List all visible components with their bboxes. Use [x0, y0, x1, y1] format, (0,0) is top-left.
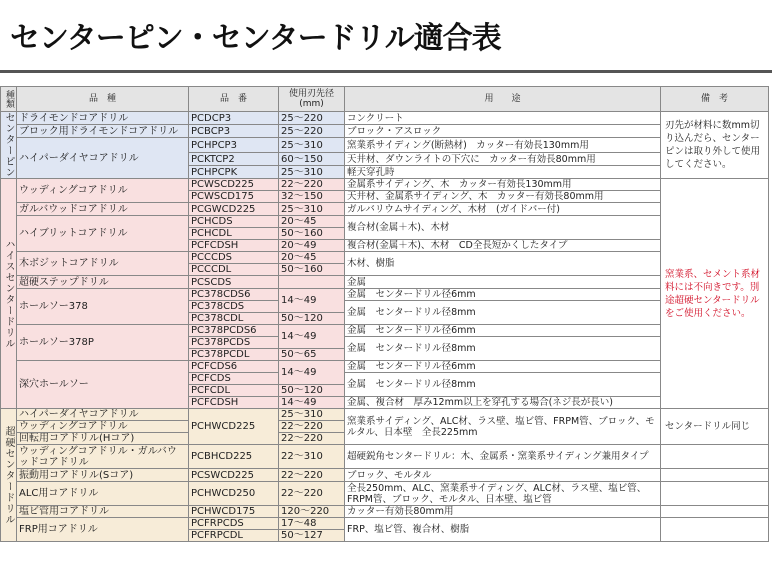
row-name: ドライモンドコアドリル: [17, 112, 189, 125]
row-name: ウッディングコアドリル: [17, 179, 189, 203]
row-diameter: 17～48: [279, 518, 345, 530]
row-diameter: 50～127: [279, 530, 345, 542]
row-code: PCFCDS: [189, 373, 279, 385]
row-usage: カッター有効長80mm用: [345, 506, 661, 518]
row-usage: 金属: [345, 276, 661, 289]
row-diameter: 32～150: [279, 191, 345, 203]
table-row: [1, 216, 769, 228]
header-diameter: 使用刃先径 (mm): [279, 87, 345, 112]
header-row: [1, 87, 769, 112]
row-name: 木ボジットコアドリル: [17, 252, 189, 276]
row-code: PC378PCDS6: [189, 325, 279, 337]
table-row: [1, 289, 769, 301]
row-diameter: [279, 276, 345, 289]
row-diameter: 50～65: [279, 349, 345, 361]
row-diameter: 22～220: [279, 421, 345, 433]
row-diameter: 14～49: [279, 289, 345, 313]
row-usage: 金属系サイディング、木 カッター有効長130mm用: [345, 179, 661, 191]
row-code: PCSCDS: [189, 276, 279, 289]
row-diameter: 50～120: [279, 385, 345, 397]
row-usage: ブロック、モルタル: [345, 469, 661, 482]
table-row: [1, 203, 769, 216]
row-usage: 複合材(金属＋木)、木材: [345, 216, 661, 240]
title-bar: [0, 0, 772, 80]
table-row: [1, 112, 769, 125]
row-usage: 金属 センタードリル径8mm: [345, 373, 661, 397]
row-code: PCDCP3: [189, 112, 279, 125]
row-usage: 窯業系サイディング、ALC材、ラス壁、塩ビ管、FRPM管、ブロック、モルタル、日本壁 全長225mm: [345, 409, 661, 445]
table-row: [1, 325, 769, 337]
row-usage: 軽天穿孔時: [345, 166, 661, 179]
row-diameter: 22～220: [279, 469, 345, 482]
row-name: 塩ビ管用コアドリル: [17, 506, 189, 518]
row-code: PCFCDSH: [189, 240, 279, 252]
table-row: [1, 518, 769, 530]
row-name: 回転用コアドリル(Hコア): [17, 433, 189, 445]
row-code: PCHCDS: [189, 216, 279, 228]
row-name: ホールソー378P: [17, 325, 189, 361]
row-diameter: 50～120: [279, 313, 345, 325]
row-diameter: 25～310: [279, 166, 345, 179]
row-diameter: 20～49: [279, 240, 345, 252]
table-row: [1, 469, 769, 482]
row-usage: ガルバリウムサイディング、木材 (ガイドバー付): [345, 203, 661, 216]
row-code: PCHCDL: [189, 228, 279, 240]
remark-hss: 窯業系、セメント系材料には不向きです。別途超硬センタードリルをご使用ください。: [661, 179, 769, 409]
row-name: ハイブリットコアドリル: [17, 216, 189, 252]
row-code: PCHWCD225: [189, 409, 279, 445]
remark-carbide: センタードリル同じ: [661, 409, 769, 445]
row-usage: 全長250mm、ALC、窯業系サイディング、ALC材、ラス壁、塩ビ管、FRPM管、ブロック、モルタル、日本壁、塩ビ管: [345, 482, 661, 506]
row-code: PCBHCD225: [189, 445, 279, 469]
row-code: PCFCDSH: [189, 397, 279, 409]
row-name: ガルバウッドコアドリル: [17, 203, 189, 216]
row-name: 超硬ステップドリル: [17, 276, 189, 289]
table-row: [1, 506, 769, 518]
header-name: 品 種: [17, 87, 189, 112]
row-usage: FRP、塩ビ管、複合材、樹脂: [345, 518, 661, 542]
row-code: PCGWCD225: [189, 203, 279, 216]
table-row: [1, 361, 769, 373]
row-name: ブロック用ドライモンドコアドリル: [17, 125, 189, 138]
row-usage: 金属 センタードリル径8mm: [345, 337, 661, 361]
row-code: PCHPCPK: [189, 166, 279, 179]
remark-empty: [661, 518, 769, 542]
row-code: PCHWCD175: [189, 506, 279, 518]
row-usage: ブロック・アスロック: [345, 125, 661, 138]
remark-empty: [661, 445, 769, 469]
row-diameter: 120～220: [279, 506, 345, 518]
row-diameter: 22～220: [279, 433, 345, 445]
compatibility-table: [0, 86, 769, 542]
row-diameter: 25～220: [279, 112, 345, 125]
table-row: [1, 445, 769, 469]
remark-centerpin: 刃先が材料に数mm切り込んだら、センターピンは取り外して使用してください。: [661, 112, 769, 179]
row-code: PCCCDS: [189, 252, 279, 264]
row-code: PCFRPCDL: [189, 530, 279, 542]
row-name: 深穴ホールソー: [17, 361, 189, 409]
remark-empty: [661, 482, 769, 506]
row-code: PC378CDS6: [189, 289, 279, 301]
row-name: ハイパーダイヤコアドリル: [17, 138, 189, 179]
table-row: [1, 409, 769, 421]
row-code: PCFCDS6: [189, 361, 279, 373]
section-label-carbide: 超硬センタードリル: [1, 409, 17, 542]
row-diameter: 25～220: [279, 125, 345, 138]
row-usage: 金属 センタードリル径6mm: [345, 289, 661, 301]
row-diameter: 22～220: [279, 179, 345, 191]
row-usage: 天井材、ダウンライトの下穴に カッター有効長80mm用: [345, 153, 661, 166]
header-usage: 用 途: [345, 87, 661, 112]
row-diameter: 22～220: [279, 482, 345, 506]
header-remarks: 備 考: [661, 87, 769, 112]
table-row: [1, 125, 769, 138]
row-diameter: 14～49: [279, 397, 345, 409]
row-diameter: 14～49: [279, 325, 345, 349]
page-title: センターピン・センタードリル適合表: [10, 21, 501, 56]
row-code: PCHWCD250: [189, 482, 279, 506]
row-usage: 木材、樹脂: [345, 252, 661, 276]
row-usage: 金属 センタードリル径6mm: [345, 361, 661, 373]
row-code: PC378CDS: [189, 301, 279, 313]
row-name: ホールソー378: [17, 289, 189, 325]
row-code: PCHPCP3: [189, 138, 279, 153]
row-code: PCWSCD175: [189, 191, 279, 203]
header-code: 品 番: [189, 87, 279, 112]
row-code: PCSWCD225: [189, 469, 279, 482]
row-code: PCCCDL: [189, 264, 279, 276]
row-usage: 超硬鋭角センタードリル：木、金属系・窯業系サイディング兼用タイプ: [345, 445, 661, 469]
row-code: PCFRPCDS: [189, 518, 279, 530]
row-name: ハイパーダイヤコアドリル: [17, 409, 189, 421]
row-code: PCFCDL: [189, 385, 279, 397]
row-diameter: 14～49: [279, 361, 345, 385]
row-diameter: 60～150: [279, 153, 345, 166]
remark-empty: [661, 506, 769, 518]
section-label-centerpin: センターピン: [1, 112, 17, 179]
row-code: PCWSCD225: [189, 179, 279, 191]
row-diameter: 50～160: [279, 264, 345, 276]
row-name: ALC用コアドリル: [17, 482, 189, 506]
section-label-hss: ハイスセンタードリル: [1, 179, 17, 409]
row-usage: 金属 センタードリル径6mm: [345, 325, 661, 337]
row-diameter: 25～310: [279, 409, 345, 421]
row-usage: 金属、複合材 厚み12mm以上を穿孔する場合(ネジ長が長い): [345, 397, 661, 409]
row-name: 振動用コアドリル(Sコア): [17, 469, 189, 482]
table-row: [1, 276, 769, 289]
row-diameter: 25～310: [279, 138, 345, 153]
row-usage: 天井材、金属系サイディング、木 カッター有効長80mm用: [345, 191, 661, 203]
row-diameter: 20～45: [279, 216, 345, 228]
row-usage: 複合材(金属＋木)、木材 CD全長短かくしたタイプ: [345, 240, 661, 252]
header-category: 種類: [1, 87, 17, 112]
row-usage: 金属 センタードリル径8mm: [345, 301, 661, 325]
row-diameter: 25～310: [279, 203, 345, 216]
row-name: FRP用コアドリル: [17, 518, 189, 542]
table-row: [1, 252, 769, 264]
row-code: PC378CDL: [189, 313, 279, 325]
row-usage: 窯業系サイディング(断熱材) カッター有効長130mm用: [345, 138, 661, 153]
row-usage: コンクリート: [345, 112, 661, 125]
row-code: PC378PCDL: [189, 349, 279, 361]
row-name: ウッディングコアドリル・ガルバウッドコアドリル: [17, 445, 189, 469]
row-code: PCKTCP2: [189, 153, 279, 166]
row-name: ウッディングコアドリル: [17, 421, 189, 433]
row-code: PC378PCDS: [189, 337, 279, 349]
title-rule: [0, 70, 772, 73]
row-diameter: 20～45: [279, 252, 345, 264]
row-code: PCBCP3: [189, 125, 279, 138]
row-diameter: 50～160: [279, 228, 345, 240]
table-row: [1, 179, 769, 191]
table-row: [1, 138, 769, 153]
remark-empty: [661, 469, 769, 482]
table-row: [1, 482, 769, 506]
row-diameter: 22～310: [279, 445, 345, 469]
